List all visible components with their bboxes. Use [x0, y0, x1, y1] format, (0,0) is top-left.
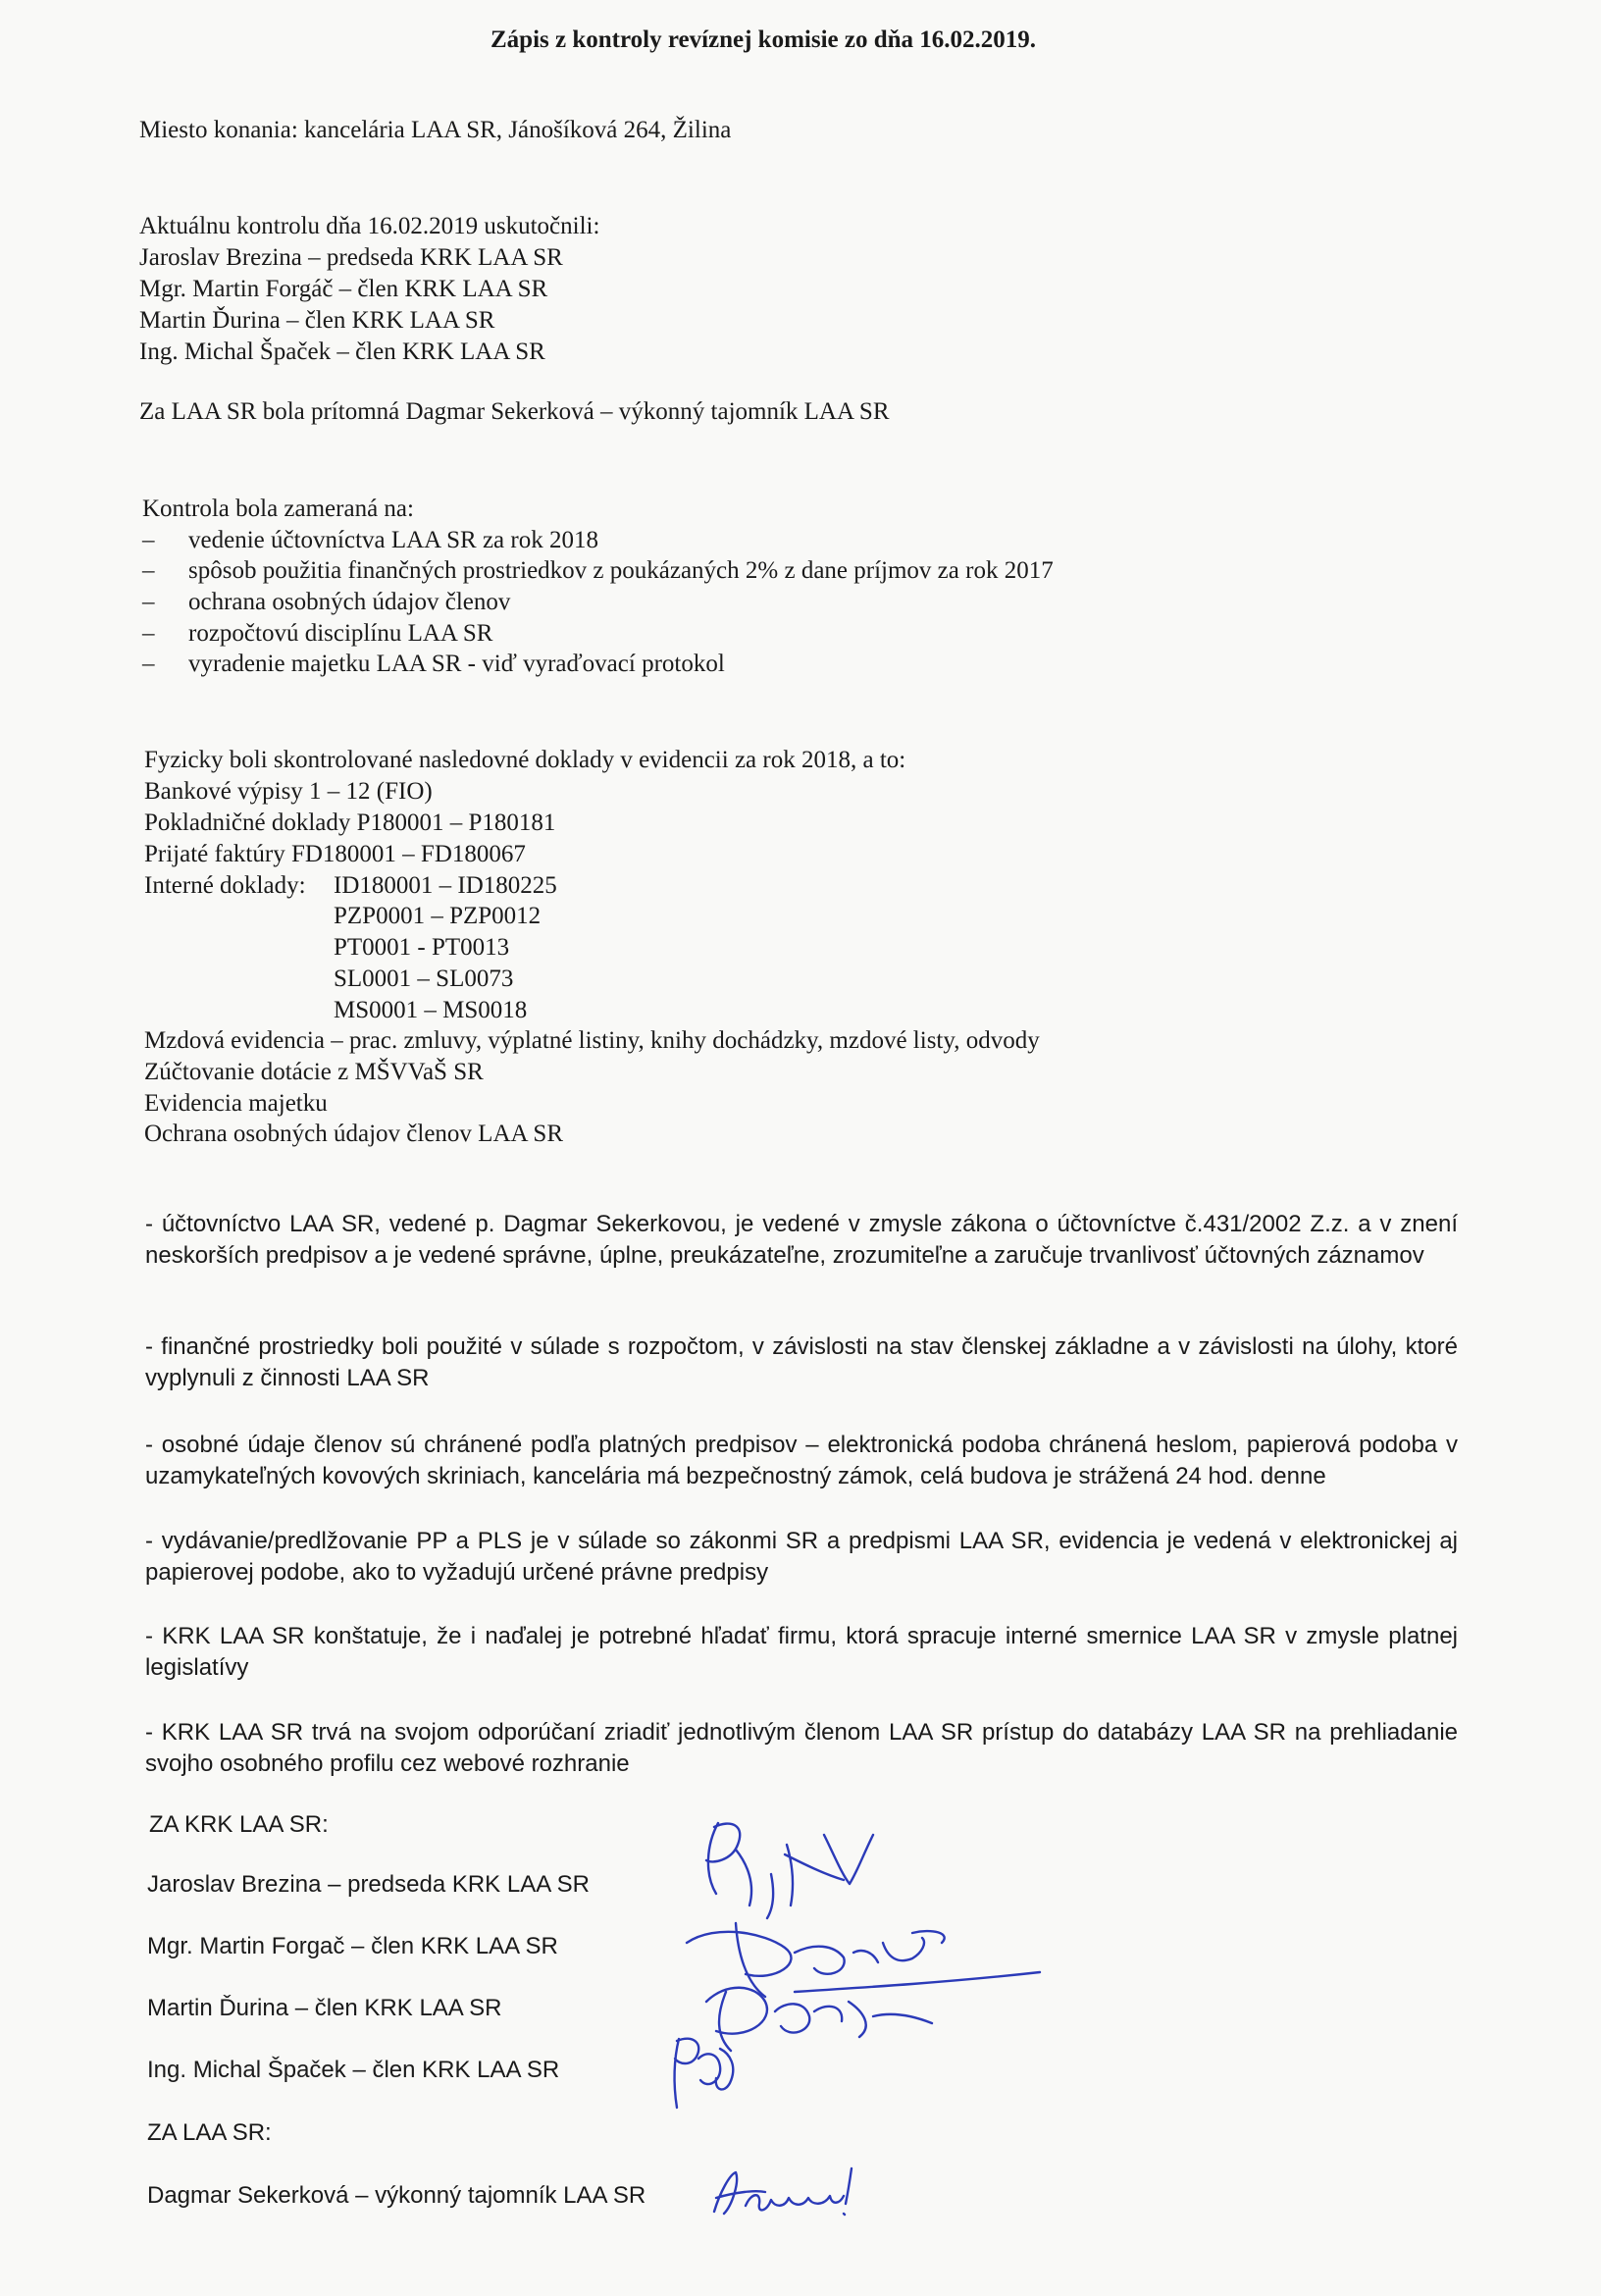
inspectors-intro: Aktuálnu kontrolu dňa 16.02.2019 uskutočnili: [139, 213, 600, 239]
place-line: Miesto konania: kancelária LAA SR, Jánošíková 264, Žilina [139, 117, 732, 143]
document-line: Mzdová evidencia – prac. zmluvy, výplatné listiny, knihy dochádzky, mzdové listy, odvody [144, 1027, 1040, 1054]
signature-header-krk: ZA KRK LAA SR: [149, 1811, 329, 1838]
finding-paragraph: - účtovníctvo LAA SR, vedené p. Dagmar Sekerkovou, je vedené v zmysle zákona o účtovníctve č.431/2002 Z.z. a v znení neskorších predpisov a je vedené správne, úplne, preukázateľne, zrozumiteľne a zaručuje trvanlivosť účtovných záznamov [145, 1211, 1458, 1269]
document-line: Prijaté faktúry FD180001 – FD180067 [144, 841, 526, 867]
internal-item: PZP0001 – PZP0012 [334, 903, 542, 929]
internal-item: MS0001 – MS0018 [334, 997, 528, 1023]
focus-intro: Kontrola bola zameraná na: [142, 496, 414, 522]
finding-paragraph: - vydávanie/predlžovanie PP a PLS je v súlade so zákonmi SR a predpismi LAA SR, evidencia je vedená v elektronickej aj papierovej podobe, ako to vyžadujú určené právne predpisy [145, 1528, 1458, 1586]
signatory-line: Mgr. Martin Forgač – člen KRK LAA SR [147, 1933, 558, 1959]
finding-paragraph: - KRK LAA SR konštatuje, že i naďalej je potrebné hľadať firmu, ktorá spracuje interné smernice LAA SR v zmysle platnej legislatívy [145, 1623, 1458, 1681]
focus-item: vedenie účtovníctva LAA SR za rok 2018 [188, 527, 598, 553]
focus-item: ochrana osobných údajov členov [188, 589, 511, 615]
document-line: Ochrana osobných údajov členov LAA SR [144, 1121, 564, 1147]
focus-item: rozpočtovú disciplínu LAA SR [188, 620, 493, 647]
signature-sekerkova [706, 2163, 873, 2221]
finding-paragraph: - finančné prostriedky boli použité v súlade s rozpočtom, v závislosti na stav členskej základne a v závislosti na úlohy, ktoré vyplynuli z činnosti LAA SR [145, 1333, 1458, 1391]
list-dash: – [142, 557, 155, 584]
focus-item: spôsob použitia finančných prostriedkov z poukázaných 2% z dane príjmov za rok 2017 [188, 557, 1054, 584]
signatory-line: Dagmar Sekerková – výkonný tajomník LAA SR [147, 2182, 646, 2209]
signatory-line: Jaroslav Brezina – predseda KRK LAA SR [147, 1871, 590, 1898]
signature-header-laa: ZA LAA SR: [147, 2119, 272, 2146]
inspector-line: Mgr. Martin Forgáč – člen KRK LAA SR [139, 276, 548, 302]
signature-spacek [659, 2029, 777, 2117]
focus-item: vyradenie majetku LAA SR - viď vyraďovací protokol [188, 651, 725, 677]
signatory-line: Martin Ďurina – člen KRK LAA SR [147, 1995, 502, 2021]
inspector-line: Ing. Michal Špaček – člen KRK LAA SR [139, 339, 545, 365]
documents-intro: Fyzicky boli skontrolované nasledovné doklady v evidencii za rok 2018, a to: [144, 747, 906, 773]
document-line: Pokladničné doklady P180001 – P180181 [144, 809, 556, 836]
present-line: Za LAA SR bola prítomná Dagmar Sekerková – výkonný tajomník LAA SR [139, 398, 890, 425]
signatory-line: Ing. Michal Špaček – člen KRK LAA SR [147, 2057, 560, 2083]
list-dash: – [142, 651, 155, 677]
finding-paragraph: - KRK LAA SR trvá na svojom odporúčaní zriadiť jednotlivým členom LAA SR prístup do databázy LAA SR na prehliadanie svojho osobného profilu cez webové rozhranie [145, 1719, 1458, 1777]
list-dash: – [142, 589, 155, 615]
inspector-line: Jaroslav Brezina – predseda KRK LAA SR [139, 244, 563, 271]
list-dash: – [142, 620, 155, 647]
finding-paragraph: - osobné údaje členov sú chránené podľa platných predpisov – elektronická podoba chránená heslom, papierová podoba v uzamykateľných kovových skriniach, kancelária má bezpečnostný zámok, celá budova je strážená 24 hod. denne [145, 1432, 1458, 1489]
document-line: Bankové výpisy 1 – 12 (FIO) [144, 778, 433, 805]
internal-label: Interné doklady: [144, 872, 306, 899]
internal-item: ID180001 – ID180225 [334, 872, 557, 899]
list-dash: – [142, 527, 155, 553]
document-line: Zúčtovanie dotácie z MŠVVaŠ SR [144, 1059, 484, 1085]
internal-item: PT0001 - PT0013 [334, 934, 510, 961]
document-title: Zápis z kontroly revíznej komisie zo dňa 16.02.2019. [491, 26, 1037, 53]
inspector-line: Martin Ďurina – člen KRK LAA SR [139, 307, 495, 334]
internal-item: SL0001 – SL0073 [334, 965, 514, 992]
document-line: Evidencia majetku [144, 1090, 328, 1117]
